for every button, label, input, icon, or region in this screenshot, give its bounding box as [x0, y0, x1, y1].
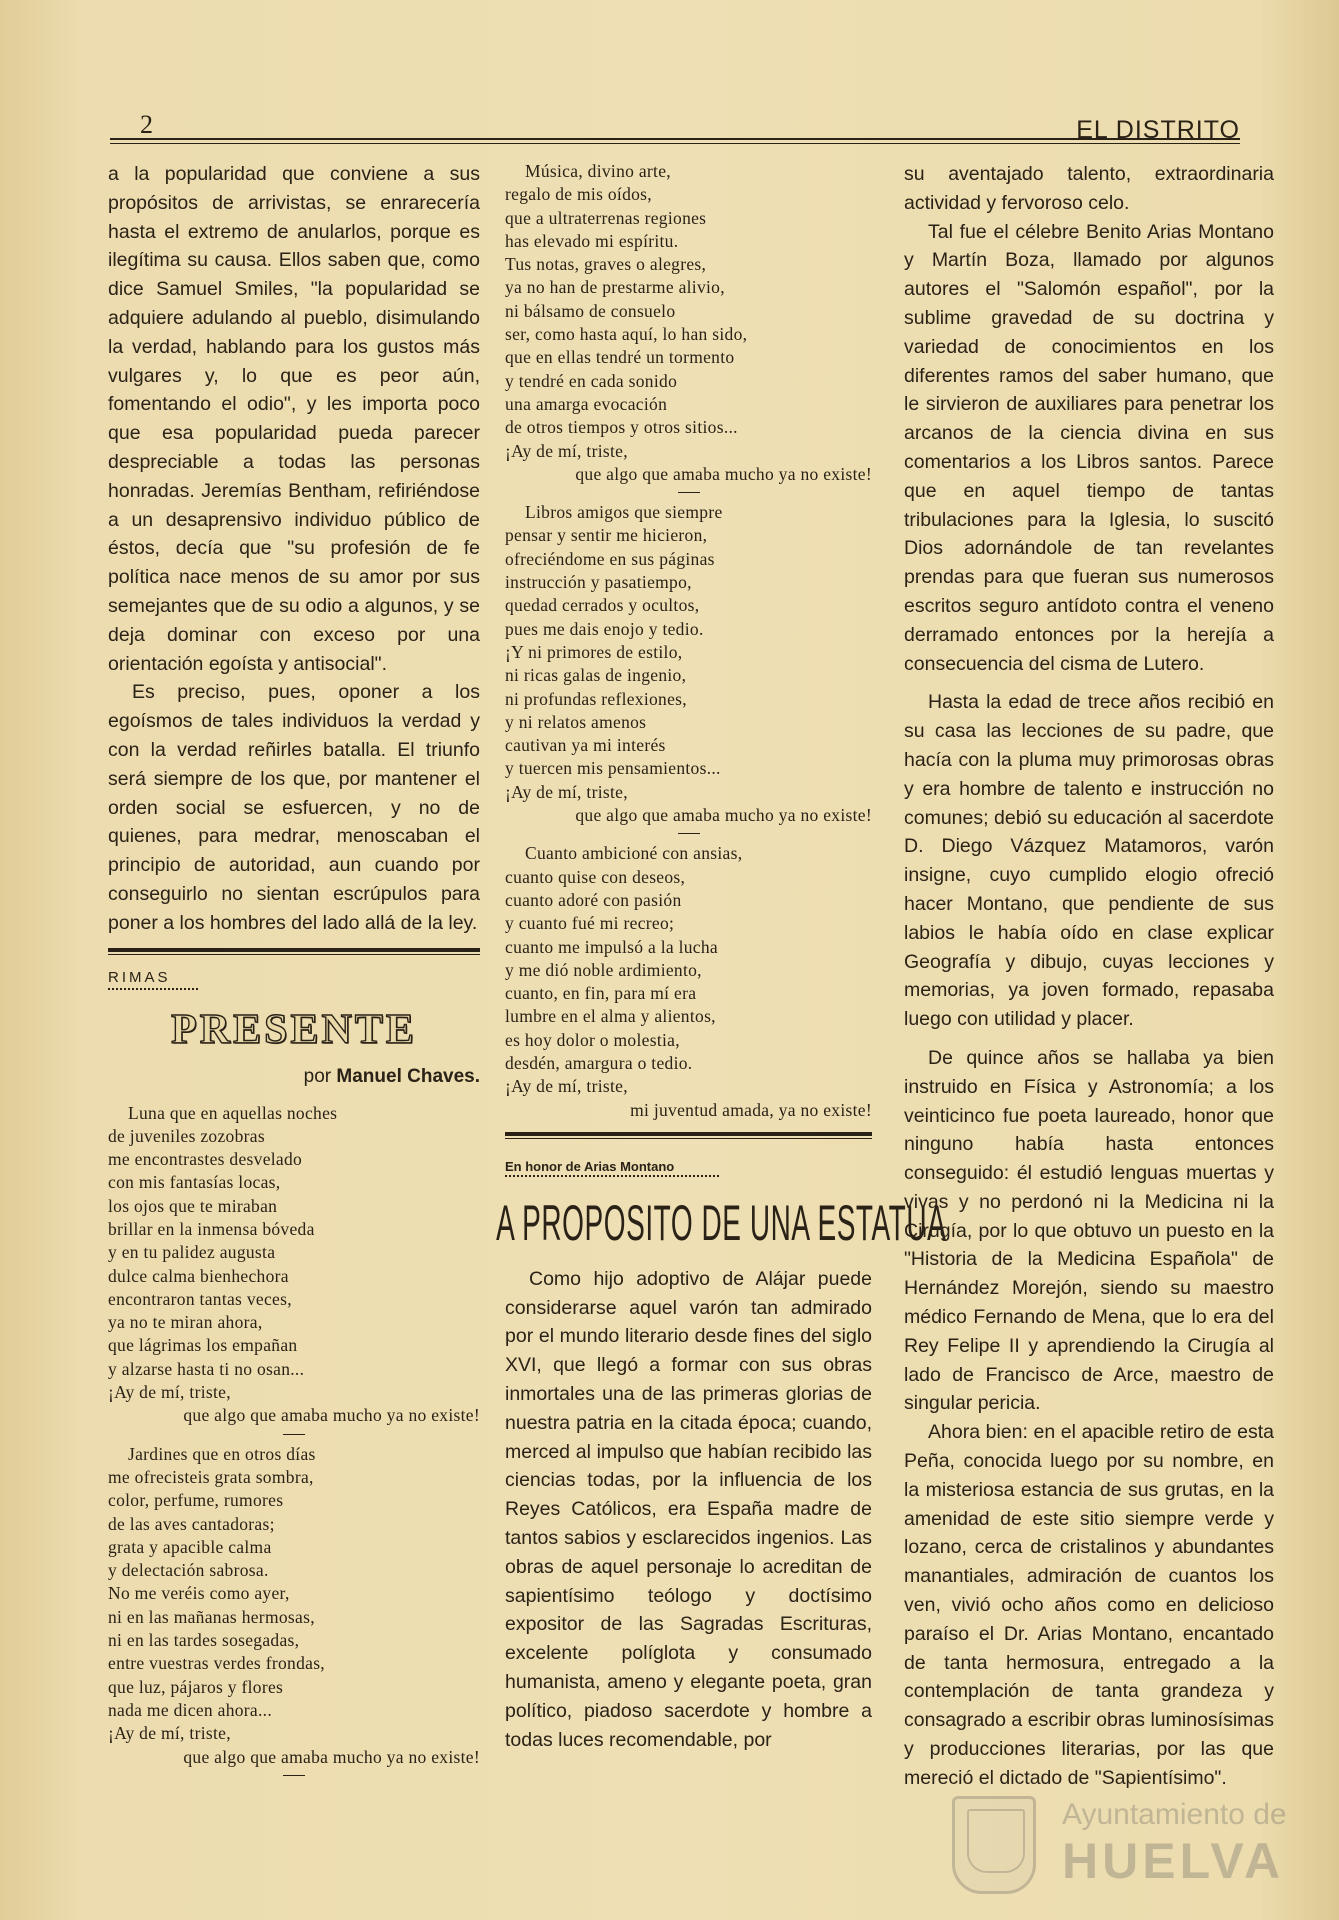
verse-line: ni en las tardes sosegadas,: [108, 1630, 300, 1651]
verse-line: y ni relatos amenos: [505, 711, 647, 732]
verse-line: me encontrastes desvelado: [108, 1149, 303, 1170]
paragraph: Hasta la edad de trece años recibió en su casa las lecciones de su padre, que hacía con la pluma muy primorosas obras y era hombre de talento e instrucción no comunes; debió su educación al sacerdote D. Diego Vázquez Matamoros, varón insigne, cuyo cumplido elogio ofreció hacer Montano, que pendiente de sus labios le había oído en clase explicar Geografía y dibujo, cuyas lecciones y memorias, ya joven formado, repasaba luego con utilidad y placer.: [904, 691, 1274, 1031]
article-body: [505, 1265, 872, 1755]
poem-title: PRESENTE: [171, 1006, 417, 1053]
column-1: [108, 160, 480, 1784]
verse-line: brillar en la inmensa bóveda: [108, 1219, 315, 1239]
verse-line: Luna que en aquellas noches: [128, 1102, 338, 1123]
verse-line: con mis fantasías locas,: [108, 1172, 281, 1193]
section-divider-thin: [505, 1138, 872, 1139]
verse-line: y tendré en cada sonido: [505, 370, 678, 391]
verse-line: instrucción y pasatiempo,: [505, 572, 692, 593]
verse-line: regalo de mis oídos,: [505, 184, 652, 205]
article-body-continued: [904, 160, 1274, 1793]
verse-line: Jardines que en otros días: [128, 1443, 316, 1464]
watermark-line-1: Ayuntamiento de: [1062, 1798, 1287, 1831]
verse-line: que algo que amaba mucho ya no existe!: [575, 463, 872, 484]
verse-line: ya no te miran ahora,: [108, 1312, 263, 1333]
header-rule-thin: [110, 143, 1240, 144]
verse-line: y cuanto fué mi recreo;: [505, 913, 675, 934]
paragraph: Es preciso, pues, oponer a los egoísmos de tales individuos la verdad y con la verdad reñirles batalla. El triunfo será siempre de los que, por mantener el orden social se esfuercen, y no de quienes, para medrar, menoscaban el principio de autoridad, aun cuando por conseguirlo no sientan escrúpulos para poner a los hombres del lado allá de la ley.: [108, 681, 480, 934]
verse-line: una amarga evocación: [505, 393, 668, 414]
byline-author: Manuel Chaves.: [336, 1065, 480, 1087]
verse-line: has elevado mi espíritu.: [505, 230, 679, 251]
verse-line: cuanto adoré con pasión: [505, 889, 682, 910]
verse-line: cuanto quise con deseos,: [505, 866, 686, 887]
verse-line: mi juventud amada, ya no existe!: [630, 1099, 872, 1120]
verse-line: ni bálsamo de consuelo: [505, 300, 676, 321]
poem-stanza-3: [505, 160, 872, 486]
verse-line: cautivan ya mi interés: [505, 735, 666, 756]
poem-stanza-1: [108, 1102, 480, 1428]
verse-line: encontraron tantas veces,: [108, 1288, 292, 1309]
paragraph: Tal fue el célebre Benito Arias Montano y Martín Boza, llamado por algunos autores el "Salomón español", por la sublime gravedad de su doctrina y variedad de conocimientos en los diferentes ramos del saber humano, que le sirvieron de auxiliares para penetrar los arcanos de la ciencia divina en sus comentarios a los Libros santos. Parece que en aquel tiempo de tantas tribulaciones para la Iglesia, lo suscitó Dios adornándole de tan revelantes prendas para que fueran sus numerosos escritos seguro antídoto contra el veneno derramado entonces por la herejía a consecuencia del cisma de Lutero.: [904, 220, 1274, 675]
verse-line: que algo que amaba mucho ya no existe!: [183, 1746, 480, 1767]
verse-line: ¡Ay de mí, triste,: [505, 440, 628, 461]
verse-line: de juveniles zozobras: [108, 1125, 265, 1146]
newspaper-name: EL DISTRITO: [1076, 116, 1240, 144]
verse-line: quedad cerrados y ocultos,: [505, 595, 700, 616]
verse-line: ser, como hasta aquí, lo han sido,: [505, 324, 748, 345]
watermark-line-2: HUELVA: [1062, 1833, 1285, 1889]
verse-line: cuanto me impulsó a la lucha: [505, 936, 718, 957]
stanza-separator: [283, 1775, 305, 1776]
verse-line: pensar y sentir me hicieron,: [505, 525, 708, 546]
verse-line: Tus notas, graves o alegres,: [505, 254, 707, 275]
verse-line: y delectación sabrosa.: [108, 1560, 269, 1581]
article-title: A PROPOSITO DE UNA ESTATUA: [496, 1194, 947, 1251]
verse-line: y tuercen mis pensamientos...: [505, 758, 721, 779]
verse-line: grata y apacible calma: [108, 1536, 272, 1557]
section-label-underline: [108, 988, 198, 990]
poem-stanza-2: [108, 1443, 480, 1769]
verse-line: de otros tiempos y otros sitios...: [505, 417, 738, 438]
verse-line: ¡Ay de mí, triste,: [108, 1723, 231, 1744]
verse-line: los ojos que te miraban: [108, 1195, 278, 1216]
verse-line: y alzarse hasta ti no osan...: [108, 1358, 305, 1379]
verse-line: ni profundas reflexiones,: [505, 688, 687, 709]
verse-line: No me veréis como ayer,: [108, 1583, 290, 1604]
verse-line: ¡Y ni primores de estilo,: [505, 641, 683, 662]
verse-line: color, perfume, rumores: [108, 1490, 284, 1511]
article-label-underline: [505, 1175, 719, 1177]
section-divider: [505, 1132, 872, 1136]
article-continuation: [108, 160, 480, 938]
verse-line: y en tu palidez augusta: [108, 1242, 276, 1263]
stanza-separator: [283, 1434, 305, 1435]
byline-prefix: por: [303, 1065, 332, 1087]
poem-stanza-5: [505, 842, 872, 1122]
verse-line: que algo que amaba mucho ya no existe!: [183, 1405, 480, 1426]
coat-of-arms-icon: [952, 1796, 1036, 1894]
section-divider: [108, 948, 480, 952]
verse-line: desdén, amargura o tedio.: [505, 1052, 693, 1073]
poem-stanza-4: [505, 501, 872, 827]
verse-line: Música, divino arte,: [525, 161, 671, 181]
verse-line: ¡Ay de mí, triste,: [108, 1382, 231, 1403]
paragraph: De quince años se hallaba ya bien instruido en Física y Astronomía; a los veinticinco fue poeta laureado, honor que ninguno había hasta entonces conseguido: él estudió lenguas muertas y vivas y no perdonó ni la Medicina ni la Cirugía, por lo que obtuvo un puesto en la "Historia de la Medicina Española" de Hernández Morejón, siendo su maestro médico Fernando de Mena, que lo era del Rey Felipe II y aprendiendo la Cirugía al lado de Francisco de Arce, maestro de singular pericia.: [904, 1046, 1274, 1415]
verse-line: Cuanto ambicioné con ansias,: [525, 843, 743, 864]
verse-line: Libros amigos que siempre: [525, 502, 723, 523]
verse-line: entre vuestras verdes frondas,: [108, 1653, 325, 1674]
paragraph: Como hijo adoptivo de Alájar puede considerarse aquel varón tan admirado por el mundo literario desde fines del siglo XVI, que llegó a formar con sus obras inmortales una de las primeras glorias de nuestra patria en la citada época; cuando, merced al impulso que habían recibido las ciencias todas, por la influencia de los Reyes Católicos, era España madre de tantos sabios y esclarecidos ingenios. Las obras de aquel personaje lo acreditan de sapientísimo teólogo y doctísimo expositor de las Sagradas Escrituras, excelente políglota y consumado humanista, ameno y elegante poeta, gran político, piadoso sacerdote y hombre a todas luces recomendable, por: [505, 1267, 872, 1751]
verse-line: ya no han de prestarme alivio,: [505, 277, 725, 298]
verse-line: ofreciéndome en sus páginas: [505, 548, 715, 569]
verse-line: dulce calma bienhechora: [108, 1265, 289, 1286]
column-2: [496, 160, 947, 1754]
verse-line: que algo que amaba mucho ya no existe!: [575, 805, 872, 826]
archive-watermark: [952, 1788, 1287, 1898]
verse-line: lumbre en el alma y alientos,: [505, 1006, 716, 1027]
page-number: 2: [140, 110, 153, 139]
verse-line: que a ultraterrenas regiones: [505, 207, 707, 228]
verse-line: que lágrimas los empañan: [108, 1335, 298, 1356]
article-label: En honor de Arias Montano: [505, 1158, 675, 1174]
verse-line: y me dió noble ardimiento,: [505, 959, 702, 980]
verse-line: que en ellas tendré un tormento: [505, 347, 735, 368]
byline: [108, 1066, 480, 1088]
section-label: RIMAS: [108, 968, 171, 986]
header-rule: [110, 138, 1240, 140]
verse-line: que luz, pájaros y flores: [108, 1676, 284, 1697]
verse-line: es hoy dolor o molestia,: [505, 1029, 680, 1050]
verse-line: ¡Ay de mí, triste,: [505, 781, 628, 802]
verse-line: me ofrecisteis grata sombra,: [108, 1466, 314, 1487]
column-3: [904, 160, 1274, 1793]
section-divider-thin: [108, 954, 480, 955]
verse-line: ni en las mañanas hermosas,: [108, 1606, 315, 1627]
paragraph: a la popularidad que conviene a sus propósitos de arrivistas, se enrarecería hasta el extremo de anularlos, porque es ilegítima su causa. Ellos saben que, como dice Samuel Smiles, "la popularidad se adquiere adulando al pueblo, disimulando la verdad, hablando para los gustos más vulgares y, lo que es peor aún, fomentando el odio", y les importa poco que esa popularidad pueda parecer despreciable a todas las personas honradas. Jeremías Bentham, refiriéndose a un desaprensivo individuo público de éstos, decía que "su profesión de fe política nace menos de su amor por sus semejantes que de su odio a algunos, y se deja dominar con exceso por una orientación egoísta y antisocial".: [108, 163, 480, 675]
verse-line: nada me dicen ahora...: [108, 1699, 273, 1720]
stanza-separator: [678, 492, 700, 493]
verse-line: pues me dais enojo y tedio.: [505, 618, 704, 639]
page-header: [110, 104, 1240, 144]
paragraph: Ahora bien: en el apacible retiro de esta Peña, conocida luego por su nombre, en la misteriosa estancia de sus grutas, en la amenidad de este sitio siempre verde y lozano, cerca de cristalinos y abundantes manantiales, admiración de cuantos los ven, vivió ocho años como en delicioso paraíso el Dr. Arias Montano, encantado de tanta hermosura, entregado a la contemplación de tanta grandeza y consagrado a escribir obras luminosísimas y producciones literarias, por las que mereció el dictado de "Sapientísimo".: [904, 1421, 1274, 1789]
verse-line: ni ricas galas de ingenio,: [505, 665, 687, 686]
verse-line: ¡Ay de mí, triste,: [505, 1076, 628, 1097]
stanza-separator: [678, 833, 700, 834]
verse-line: de las aves cantadoras;: [108, 1513, 275, 1534]
paragraph: su aventajado talento, extraordinaria actividad y fervoroso celo.: [904, 163, 1274, 214]
verse-line: cuanto, en fin, para mí era: [505, 983, 697, 1004]
